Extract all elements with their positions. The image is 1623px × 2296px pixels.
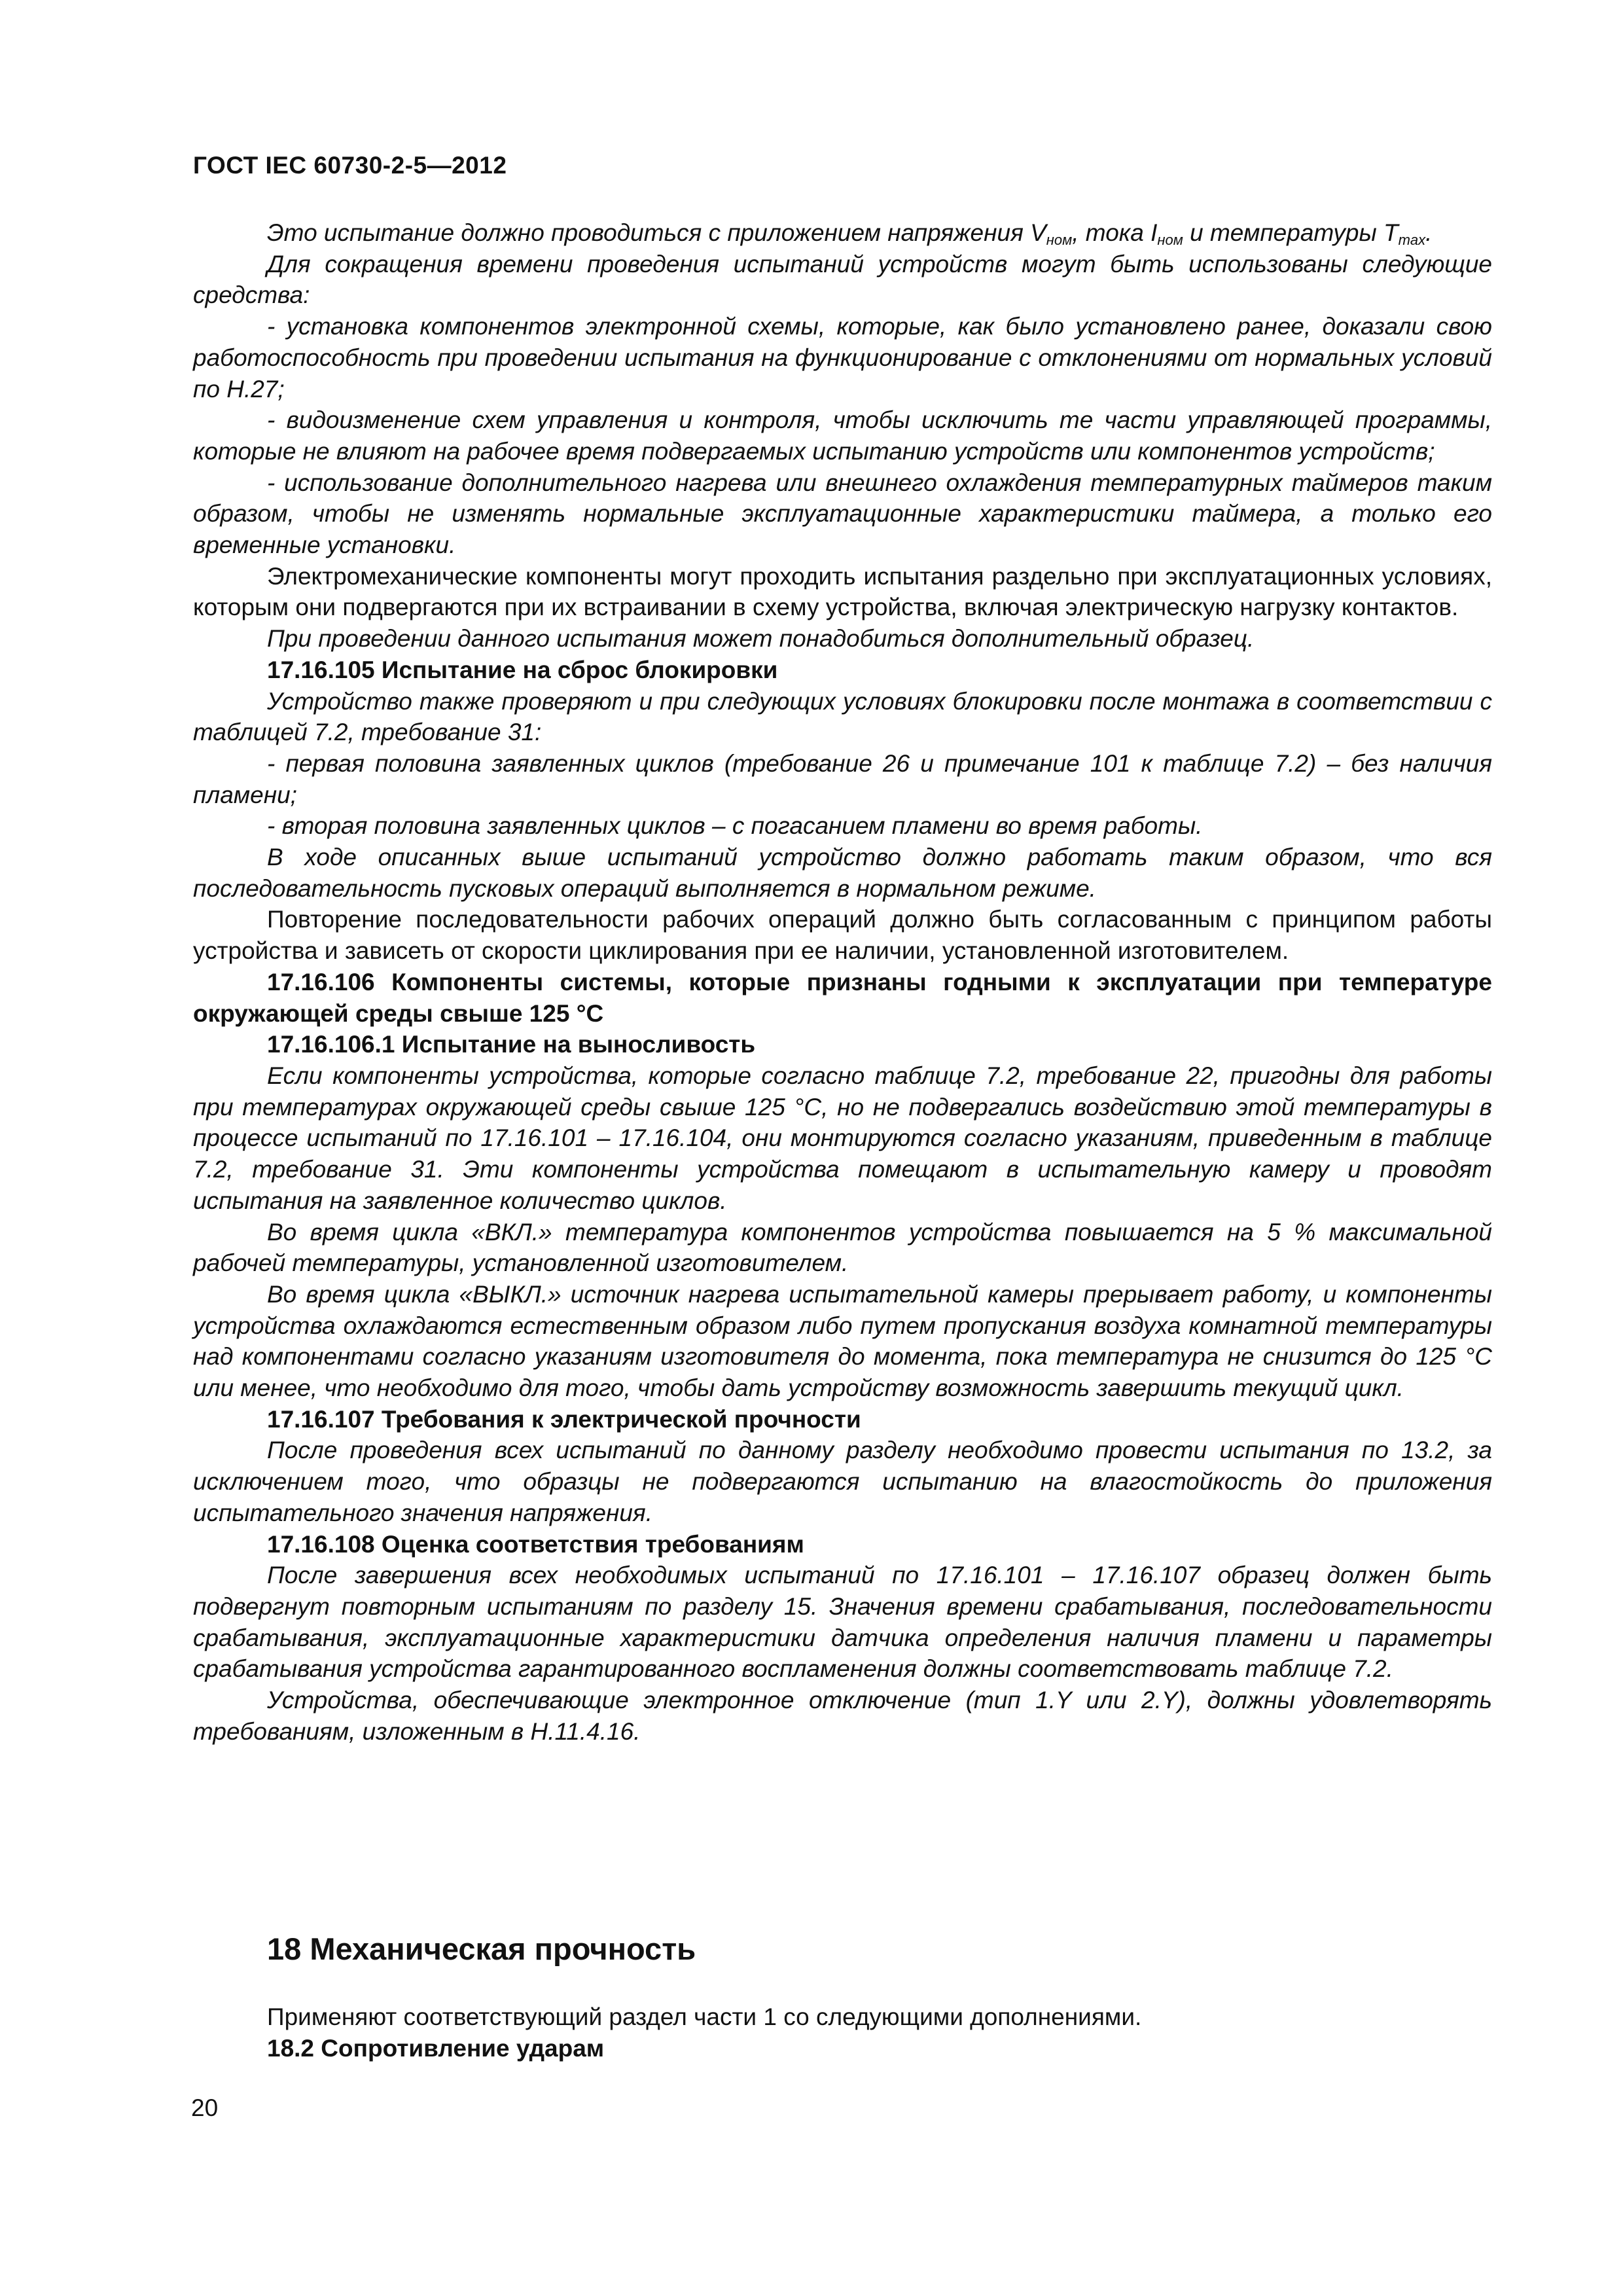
paragraph-endurance-test: Если компоненты устройства, которые согласно таблице 7.2, требование 22, пригодны для работы при температурах окружающей среды свыше 125 °С, но не подвергались воздействию этой температуры в процессе испытаний по 17.16.101 – 17.16.104, они монтируются согласно указаниям, приведенным в таблице 7.2, требование 31. Эти компоненты устройства помещают в испытательную камеру и проводят испытания на заявленное количество циклов. xyxy=(193,1062,1492,1214)
section-18-body xyxy=(193,2001,1492,2064)
clause-heading-17-16-108: 17.16.108 Оценка соответствия требованиям xyxy=(267,1530,804,1558)
paragraph-start-sequence: В ходе описанных выше испытаний устройство должно работать таким образом, что вся последовательность пусковых операций выполняется в нормальном режиме. xyxy=(193,844,1492,902)
list-item-control-modification: - видоизменение схем управления и контроля, чтобы исключить те части управляющей программы, которые не влияют на рабочее время подвергаемых испытанию устройств или компонентов устройств; xyxy=(193,406,1492,465)
paragraph-electronic-shutoff: Устройства, обеспечивающие электронное отключение (тип 1.Y или 2.Y), должны удовлетворять требованиям, изложенным в Н.11.4.16. xyxy=(193,1687,1492,1745)
paragraph-additional-sample: При проведении данного испытания может понадобиться дополнительный образец. xyxy=(267,625,1255,653)
list-item-additional-heating: - использование дополнительного нагрева или внешнего охлаждения температурных таймеров таким образом, чтобы не изменять нормальные эксплуатационные характеристики таймера, а только его временные установки. xyxy=(193,469,1492,559)
paragraph-test-conditions: Это испытание должно проводиться с приложением напряжения $V_{ном}$, тока $I_{ном}$ и температуры $T_{max}$. xyxy=(267,219,1433,248)
paragraph-section-18-intro: Применяют соответствующий раздел части 1 со следующими дополнениями. xyxy=(267,2003,1142,2030)
paragraph-shortening-means: Для сокращения времени проведения испытаний устройств могут быть использованы следующие средства: xyxy=(193,250,1492,309)
clause-heading-18-2: 18.2 Сопротивление ударам xyxy=(267,2034,605,2062)
list-item-second-half: - вторая половина заявленных циклов – с погасанием пламени во время работы. xyxy=(267,812,1203,840)
clause-heading-17-16-107: 17.16.107 Требования к электрической прочности xyxy=(267,1405,861,1433)
standard-header: ГОСТ IEC 60730-2-5—2012 xyxy=(193,152,507,179)
clause-heading-17-16-106-1: 17.16.106.1 Испытание на выносливость xyxy=(267,1031,756,1058)
section-heading-18: 18 Механическая прочность xyxy=(267,1931,696,1966)
paragraph-off-cycle: Во время цикла «ВЫКЛ.» источник нагрева испытательной камеры прерывает работу, и компоненты устройства охлаждаются естественным образом либо путем пропускания воздуха комнатной температуры над компонентами согласно указаниям изготовителя до момента, пока температура не снизится до 125 °С или менее, что необходимо для того, чтобы дать устройству возможность завершить текущий цикл. xyxy=(193,1280,1492,1402)
paragraph-on-cycle: Во время цикла «ВКЛ.» температура компонентов устройства повышается на 5 % максимальной рабочей температуры, установленной изготовителем. xyxy=(193,1218,1492,1277)
list-item-first-half: - первая половина заявленных циклов (требование 26 и примечание 101 к таблице 7.2) – без наличия пламени; xyxy=(193,749,1492,808)
clause-heading-17-16-106: 17.16.106 Компоненты системы, которые признаны годными к эксплуатации при температуре окружающей среды свыше 125 °С xyxy=(193,968,1492,1027)
document-body xyxy=(193,217,1492,1747)
paragraph-electric-strength: После проведения всех испытаний по данному разделу необходимо провести испытания по 13.2, за исключением того, что образцы не подвергаются испытанию на влагостойкость до приложения испытательного значения напряжения. xyxy=(193,1437,1492,1526)
paragraph-compliance-assessment: После завершения всех необходимых испытаний по 17.16.101 – 17.16.107 образец должен быть подвергнут повторным испытаниям по разделу 15. Значения времени срабатывания, последовательности срабатывания, эксплуатационные характеристики датчика определения наличия пламени и параметры срабатывания устройства гарантированного воспламенения должны соответствовать таблице 7.2. xyxy=(193,1562,1492,1683)
paragraph-sequence-repeat: Повторение последовательности рабочих операций должно быть согласованным с принципом работы устройства и зависеть от скорости циклирования при ее наличии, установленной изготовителем. xyxy=(193,906,1492,965)
paragraph-lockout-conditions: Устройство также проверяют и при следующих условиях блокировки после монтажа в соответствии с таблицей 7.2, требование 31: xyxy=(193,687,1492,746)
page-number: 20 xyxy=(191,2094,219,2121)
list-item-electronic-components: - установка компонентов электронной схемы, которые, как было установлено ранее, доказали свою работоспособность при проведении испытания на функционирование с отклонениями от нормальных условий по Н.27; xyxy=(193,313,1492,403)
paragraph-electromechanical: Электромеханические компоненты могут проходить испытания раздельно при эксплуатационных условиях, которым они подвергаются при их встраивании в схему устройства, включая электрическую нагрузку контактов. xyxy=(193,562,1492,621)
clause-heading-17-16-105: 17.16.105 Испытание на сброс блокировки xyxy=(267,656,778,683)
